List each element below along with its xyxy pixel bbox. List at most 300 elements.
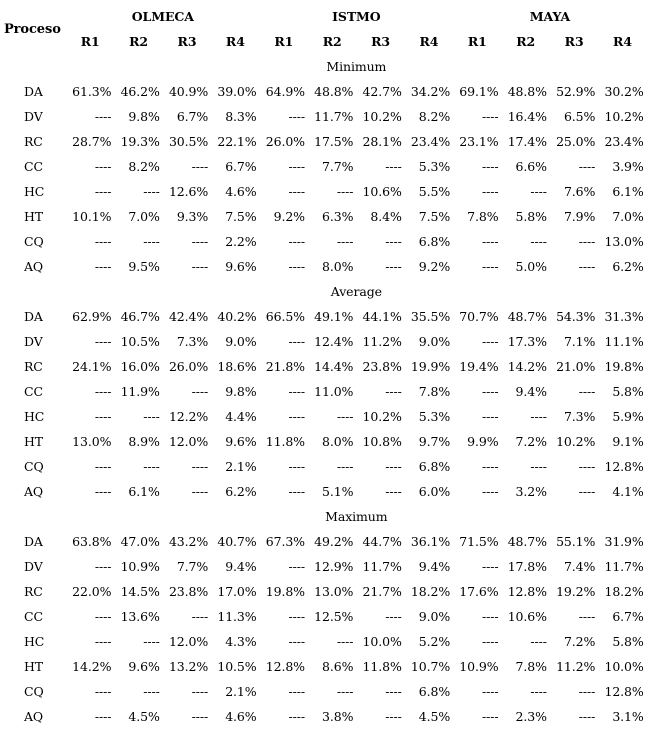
rcol-header: R4 [613, 34, 632, 49]
value-cell: ---- [288, 384, 305, 399]
value-cell: ---- [288, 184, 305, 199]
row-label: HC [24, 634, 45, 649]
value-cell: 6.8% [418, 234, 451, 249]
value-cell: ---- [288, 159, 305, 174]
value-cell: 36.1% [410, 534, 451, 549]
value-cell: 3.1% [612, 709, 644, 724]
value-cell: 6.1% [612, 184, 644, 199]
value-cell: 4.6% [225, 184, 257, 199]
value-cell: 5.3% [418, 409, 451, 424]
rcol-header: R1 [80, 34, 100, 49]
value-cell: ---- [288, 559, 305, 574]
value-cell: 11.0% [314, 384, 354, 399]
row-label: DV [24, 334, 43, 349]
table-row [4, 429, 647, 454]
value-cell: ---- [336, 684, 354, 699]
value-cell: 70.7% [459, 309, 499, 324]
value-cell: 12.0% [168, 634, 209, 649]
value-cell: 10.9% [459, 659, 499, 674]
value-cell: 10.2% [362, 109, 402, 124]
value-cell: 4.5% [128, 709, 160, 724]
value-cell: ---- [482, 234, 499, 249]
value-cell: 6.7% [612, 609, 644, 624]
value-cell: 5.8% [612, 384, 644, 399]
value-cell: 18.2% [604, 584, 644, 599]
value-cell: 21.0% [556, 359, 596, 374]
value-cell: ---- [385, 609, 402, 624]
value-cell: ---- [288, 484, 305, 499]
value-cell: 10.6% [362, 184, 402, 199]
table-row [4, 154, 647, 179]
value-cell: 42.7% [362, 84, 402, 99]
value-cell: ---- [288, 234, 305, 249]
value-cell: 7.8% [515, 659, 547, 674]
value-cell: 10.2% [362, 409, 402, 424]
value-cell: 11.7% [314, 109, 354, 124]
value-cell: ---- [578, 259, 596, 274]
value-cell: 17.0% [217, 584, 257, 599]
rcol-header: R4 [419, 34, 439, 49]
value-cell: 5.5% [418, 184, 451, 199]
table-row [4, 129, 647, 154]
value-cell: 13.2% [168, 659, 209, 674]
value-cell: ---- [288, 334, 305, 349]
value-cell: 11.1% [604, 334, 644, 349]
value-cell: 2.3% [515, 709, 547, 724]
value-cell: 4.4% [225, 409, 257, 424]
value-cell: ---- [94, 409, 112, 424]
value-cell: 7.4% [563, 559, 596, 574]
value-cell: 14.4% [314, 359, 354, 374]
value-cell: ---- [482, 334, 499, 349]
value-cell: 47.0% [120, 534, 160, 549]
value-cell: ---- [288, 459, 305, 474]
value-cell: 11.8% [362, 659, 402, 674]
value-cell: 9.4% [515, 384, 547, 399]
value-cell: 19.2% [556, 584, 596, 599]
table-row [4, 704, 647, 729]
value-cell: 22.1% [217, 134, 257, 149]
row-label: CC [24, 159, 43, 174]
value-cell: ---- [94, 334, 112, 349]
value-cell: ---- [191, 259, 209, 274]
value-cell: 7.7% [176, 559, 209, 574]
table-row [4, 679, 647, 704]
value-cell: 5.1% [321, 484, 354, 499]
value-cell: ---- [143, 409, 160, 424]
section-label: Maximum [325, 509, 388, 524]
value-cell: 19.8% [604, 359, 644, 374]
row-label: HT [24, 434, 44, 449]
value-cell: ---- [578, 459, 596, 474]
value-cell: 52.9% [556, 84, 596, 99]
value-cell: 23.4% [410, 134, 451, 149]
value-cell: 8.4% [370, 209, 402, 224]
value-cell: ---- [482, 559, 499, 574]
value-cell: 11.2% [362, 334, 402, 349]
value-cell: 9.5% [128, 259, 160, 274]
value-cell: ---- [530, 634, 547, 649]
value-cell: 3.2% [515, 484, 547, 499]
value-cell: 9.1% [612, 434, 644, 449]
value-cell: ---- [94, 609, 112, 624]
value-cell: 49.1% [314, 309, 354, 324]
value-cell: ---- [94, 559, 112, 574]
value-cell: 12.5% [314, 609, 354, 624]
rcol-header: R4 [225, 34, 245, 49]
value-cell: 31.9% [604, 534, 644, 549]
value-cell: ---- [530, 409, 547, 424]
row-label: AQ [24, 709, 44, 724]
value-cell: 13.0% [314, 584, 354, 599]
row-label: CQ [24, 234, 44, 249]
value-cell: 9.6% [225, 434, 257, 449]
value-cell: 5.3% [418, 159, 451, 174]
value-cell: 12.4% [314, 334, 354, 349]
table-row [4, 304, 647, 329]
value-cell: 2.1% [225, 459, 257, 474]
value-cell: 23.8% [362, 359, 402, 374]
value-cell: 7.2% [515, 434, 547, 449]
table-row [4, 629, 647, 654]
row-label: DA [24, 309, 43, 324]
results-table [4, 4, 647, 729]
rcol-header: R2 [129, 34, 149, 49]
value-cell: 10.2% [556, 434, 596, 449]
proceso-header: Proceso [4, 21, 61, 37]
value-cell: 39.0% [217, 84, 257, 99]
value-cell: 8.0% [321, 434, 354, 449]
value-cell: ---- [288, 409, 305, 424]
section-header-row [4, 54, 647, 79]
value-cell: 24.1% [72, 359, 112, 374]
value-cell: 19.3% [120, 134, 160, 149]
value-cell: 19.9% [410, 359, 451, 374]
value-cell: 19.4% [459, 359, 499, 374]
row-label: RC [24, 584, 43, 599]
value-cell: 12.8% [604, 459, 644, 474]
group-header-olmeca: OLMECA [131, 9, 194, 24]
value-cell: 30.2% [604, 84, 644, 99]
value-cell: 6.5% [563, 109, 596, 124]
value-cell: 21.8% [265, 359, 305, 374]
value-cell: ---- [385, 259, 402, 274]
value-cell: ---- [94, 259, 112, 274]
rcol-header: R3 [564, 34, 584, 49]
value-cell: 6.8% [418, 684, 451, 699]
value-cell: ---- [385, 234, 402, 249]
table-row [4, 454, 647, 479]
table-header [4, 4, 647, 54]
value-cell: 7.2% [563, 634, 596, 649]
value-cell: 23.8% [168, 584, 209, 599]
value-cell: ---- [578, 159, 596, 174]
value-cell: ---- [530, 184, 547, 199]
value-cell: 54.3% [556, 309, 596, 324]
value-cell: 7.9% [563, 209, 596, 224]
value-cell: 9.6% [128, 659, 160, 674]
value-cell: 9.0% [418, 609, 451, 624]
value-cell: 18.6% [217, 359, 257, 374]
value-cell: 18.2% [410, 584, 451, 599]
value-cell: ---- [191, 609, 209, 624]
value-cell: 8.2% [418, 109, 451, 124]
value-cell: 46.2% [120, 84, 160, 99]
section-header-row [4, 279, 647, 304]
value-cell: ---- [385, 384, 402, 399]
value-cell: ---- [94, 184, 112, 199]
value-cell: 6.8% [418, 459, 451, 474]
value-cell: 7.8% [467, 209, 499, 224]
value-cell: ---- [143, 184, 160, 199]
value-cell: 44.1% [362, 309, 402, 324]
table-body [4, 54, 647, 729]
value-cell: ---- [482, 109, 499, 124]
row-label: AQ [24, 484, 44, 499]
value-cell: 10.9% [120, 559, 160, 574]
value-cell: 3.9% [612, 159, 644, 174]
value-cell: 2.1% [225, 684, 257, 699]
value-cell: 30.5% [168, 134, 209, 149]
value-cell: ---- [94, 484, 112, 499]
value-cell: ---- [482, 184, 499, 199]
value-cell: 34.2% [410, 84, 451, 99]
value-cell: 46.7% [120, 309, 160, 324]
value-cell: 48.8% [314, 84, 354, 99]
section-spacer [4, 54, 66, 79]
value-cell: 12.8% [604, 684, 644, 699]
section-spacer [4, 504, 66, 529]
value-cell: ---- [143, 684, 160, 699]
value-cell: ---- [191, 484, 209, 499]
value-cell: 28.1% [362, 134, 402, 149]
value-cell: 3.8% [321, 709, 354, 724]
table-row [4, 254, 647, 279]
table-row [4, 579, 647, 604]
table-row [4, 204, 647, 229]
value-cell: 4.5% [418, 709, 451, 724]
value-cell: 9.3% [176, 209, 209, 224]
value-cell: 6.7% [225, 159, 257, 174]
value-cell: ---- [94, 634, 112, 649]
value-cell: 71.5% [459, 534, 499, 549]
row-label: DA [24, 534, 43, 549]
value-cell: 23.1% [459, 134, 499, 149]
value-cell: ---- [482, 159, 499, 174]
rcol-header: R2 [516, 34, 536, 49]
value-cell: 48.7% [507, 309, 547, 324]
section-label: Average [330, 284, 382, 299]
value-cell: ---- [482, 684, 499, 699]
value-cell: 62.9% [72, 309, 112, 324]
value-cell: 8.3% [225, 109, 257, 124]
value-cell: 10.8% [362, 434, 402, 449]
value-cell: 13.0% [604, 234, 644, 249]
value-cell: ---- [191, 159, 209, 174]
table-row [4, 404, 647, 429]
value-cell: ---- [336, 184, 354, 199]
table-row [4, 104, 647, 129]
value-cell: 10.7% [410, 659, 451, 674]
value-cell: ---- [530, 459, 547, 474]
value-cell: 55.1% [556, 534, 596, 549]
value-cell: ---- [578, 234, 596, 249]
value-cell: 22.0% [72, 584, 112, 599]
value-cell: ---- [578, 684, 596, 699]
value-cell: 14.2% [72, 659, 112, 674]
value-cell: 6.3% [321, 209, 354, 224]
rcol-header: R2 [322, 34, 342, 49]
value-cell: ---- [482, 634, 499, 649]
table-row [4, 604, 647, 629]
value-cell: ---- [191, 459, 209, 474]
row-label: HT [24, 209, 44, 224]
value-cell: ---- [336, 234, 354, 249]
value-cell: 7.3% [176, 334, 209, 349]
value-cell: 17.4% [507, 134, 547, 149]
value-cell: 11.7% [604, 559, 644, 574]
value-cell: ---- [143, 234, 160, 249]
row-label: CC [24, 384, 43, 399]
value-cell: 12.2% [168, 409, 209, 424]
row-label: HC [24, 409, 45, 424]
value-cell: 35.5% [410, 309, 451, 324]
value-cell: 48.8% [507, 84, 547, 99]
value-cell: ---- [288, 609, 305, 624]
value-cell: 5.0% [515, 259, 547, 274]
row-label: DV [24, 109, 43, 124]
value-cell: 10.5% [217, 659, 257, 674]
value-cell: 4.6% [225, 709, 257, 724]
value-cell: ---- [94, 234, 112, 249]
value-cell: 12.9% [314, 559, 354, 574]
value-cell: 67.3% [265, 534, 305, 549]
value-cell: ---- [288, 109, 305, 124]
value-cell: 7.3% [563, 409, 596, 424]
row-label: CQ [24, 459, 44, 474]
value-cell: 9.6% [225, 259, 257, 274]
row-label: CQ [24, 684, 44, 699]
value-cell: 10.2% [604, 109, 644, 124]
value-cell: 40.7% [217, 534, 257, 549]
value-cell: 7.6% [563, 184, 596, 199]
value-cell: ---- [288, 259, 305, 274]
value-cell: 7.5% [225, 209, 257, 224]
value-cell: 16.4% [507, 109, 547, 124]
value-cell: 9.2% [418, 259, 451, 274]
value-cell: 42.4% [168, 309, 209, 324]
value-cell: 12.8% [265, 659, 305, 674]
value-cell: 6.6% [515, 159, 547, 174]
value-cell: 23.4% [604, 134, 644, 149]
value-cell: 43.2% [168, 534, 209, 549]
table-row [4, 554, 647, 579]
value-cell: 4.1% [612, 484, 644, 499]
value-cell: 10.5% [120, 334, 160, 349]
group-header-istmo: ISTMO [332, 9, 381, 24]
value-cell: 10.6% [507, 609, 547, 624]
value-cell: ---- [288, 634, 305, 649]
value-cell: 69.1% [459, 84, 499, 99]
value-cell: 63.8% [72, 534, 112, 549]
value-cell: 5.9% [612, 409, 644, 424]
value-cell: ---- [336, 409, 354, 424]
value-cell: 25.0% [556, 134, 596, 149]
value-cell: ---- [530, 684, 547, 699]
value-cell: 8.6% [321, 659, 354, 674]
value-cell: 31.3% [604, 309, 644, 324]
value-cell: 9.4% [418, 559, 451, 574]
value-cell: 64.9% [265, 84, 305, 99]
row-label: DV [24, 559, 43, 574]
value-cell: 4.3% [225, 634, 257, 649]
value-cell: 8.0% [321, 259, 354, 274]
value-cell: ---- [94, 159, 112, 174]
value-cell: ---- [143, 634, 160, 649]
value-cell: ---- [482, 259, 499, 274]
group-header-maya: MAYA [529, 9, 571, 24]
value-cell: 6.2% [225, 484, 257, 499]
value-cell: ---- [288, 684, 305, 699]
value-cell: 11.9% [120, 384, 160, 399]
value-cell: 28.7% [72, 134, 112, 149]
table-row [4, 79, 647, 104]
value-cell: ---- [94, 459, 112, 474]
value-cell: ---- [336, 459, 354, 474]
row-label: DA [24, 84, 43, 99]
value-cell: 48.7% [507, 534, 547, 549]
value-cell: 14.2% [507, 359, 547, 374]
value-cell: 11.8% [265, 434, 305, 449]
table-row [4, 479, 647, 504]
value-cell: 40.9% [168, 84, 209, 99]
table-row [4, 529, 647, 554]
value-cell: 7.0% [128, 209, 160, 224]
row-label: RC [24, 134, 43, 149]
table-row [4, 379, 647, 404]
value-cell: ---- [578, 484, 596, 499]
value-cell: ---- [385, 159, 402, 174]
value-cell: 61.3% [72, 84, 112, 99]
value-cell: ---- [385, 684, 402, 699]
value-cell: ---- [578, 609, 596, 624]
value-cell: 16.0% [120, 359, 160, 374]
value-cell: 10.1% [72, 209, 112, 224]
value-cell: 49.2% [314, 534, 354, 549]
value-cell: 7.0% [612, 209, 644, 224]
row-label: RC [24, 359, 43, 374]
value-cell: ---- [482, 609, 499, 624]
value-cell: ---- [385, 459, 402, 474]
value-cell: ---- [482, 709, 499, 724]
row-label: HC [24, 184, 45, 199]
value-cell: 8.2% [128, 159, 160, 174]
value-cell: 6.1% [128, 484, 160, 499]
value-cell: 11.7% [362, 559, 402, 574]
rcol-header: R1 [467, 34, 487, 49]
rcol-header: R1 [274, 34, 294, 49]
table-row [4, 354, 647, 379]
value-cell: 13.6% [120, 609, 160, 624]
value-cell: ---- [191, 384, 209, 399]
value-cell: ---- [482, 484, 499, 499]
table-row [4, 179, 647, 204]
value-cell: 2.2% [225, 234, 257, 249]
value-cell: 5.8% [515, 209, 547, 224]
value-cell: ---- [94, 709, 112, 724]
value-cell: 13.0% [72, 434, 112, 449]
value-cell: 9.0% [225, 334, 257, 349]
